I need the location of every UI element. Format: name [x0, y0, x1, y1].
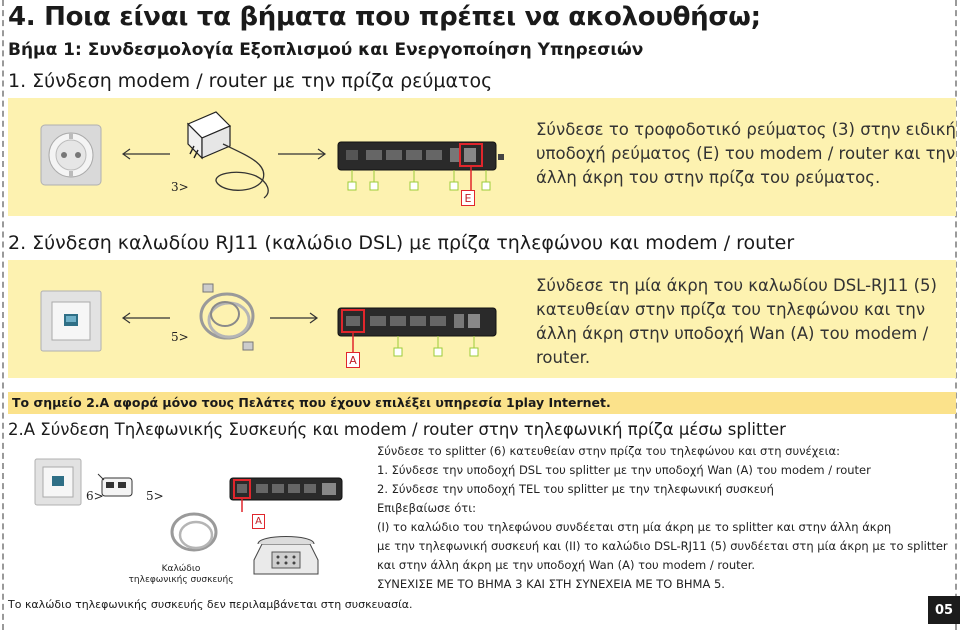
- section3-title: 2.Α Σύνδεση Τηλεφωνικής Συσκευής και modem / router στην τηλεφωνική πρίζα μέσω splitter: [8, 420, 786, 439]
- cable5-label: 5>: [171, 330, 189, 344]
- section3-line: 2. Σύνδεσε την υποδοχή TEL του splitter με την τηλεφωνική συσκευή: [377, 482, 774, 496]
- cable3-label: 3>: [171, 180, 189, 194]
- section3-line: (Ι) το καλώδιο του τηλεφώνου συνδέεται στη μία άκρη με το splitter και στην άλλη άκρη: [377, 520, 892, 534]
- port-a-label: A: [346, 352, 360, 368]
- telephone-icon: [248, 530, 324, 580]
- arrow-right-icon: [270, 312, 320, 324]
- cable5-label: 5>: [146, 489, 164, 503]
- phone-jack-icon: [40, 290, 102, 352]
- modem-router-back-icon: [336, 138, 508, 210]
- section2-band: [8, 260, 956, 378]
- dsl-cable-icon: [193, 280, 263, 360]
- arrow-left-icon: [120, 312, 170, 324]
- section1-text: Σύνδεσε το τροφοδοτικό ρεύματος (3) στην ειδική υποδοχή ρεύματος (Ε) του modem / router και την άλλη άκρη του στην πρίζα του ρεύματος.: [536, 120, 956, 187]
- arrow-right-icon: [278, 148, 328, 160]
- section3-line: Σύνδεσε το splitter (6) κατευθείαν στην πρίζα του τηλεφώνου και στη συνέχεια:: [377, 444, 840, 458]
- page-heading: 4. Ποια είναι τα βήματα που πρέπει να ακολουθήσω;: [8, 2, 761, 32]
- section3-line: και στην άλλη άκρη με την υποδοχή Wan (A) του modem / router.: [377, 558, 756, 572]
- modem-router-back-icon: [336, 304, 508, 376]
- arrow-left-icon: [120, 148, 170, 160]
- footnote: Το καλώδιο τηλεφωνικής συσκευής δεν περιλαμβάνεται στη συσκευασία.: [8, 598, 413, 611]
- left-dashed-border: [2, 0, 4, 630]
- phone-jack-icon: [34, 458, 82, 506]
- port-a-label: A: [252, 514, 265, 529]
- phone-cable-caption-line2: τηλεφωνικής συσκευής: [128, 575, 234, 585]
- note-bar: [8, 392, 956, 414]
- section1-title: 1. Σύνδεση modem / router με την πρίζα ρεύματος: [8, 70, 493, 92]
- note-text: Το σημείο 2.Α αφορά μόνο τους Πελάτες που έχουν επιλέξει υπηρεσία 1play Internet.: [12, 395, 611, 410]
- step-subheading: Βήμα 1: Συνδεσμολογία Εξοπλισμού και Ενεργοποίηση Υπηρεσιών: [8, 40, 644, 60]
- section1-band: [8, 98, 956, 216]
- port-e-label: E: [461, 190, 475, 206]
- section3-line: 1. Σύνδεσε την υποδοχή DSL του splitter με την υποδοχή Wan (A) του modem / router: [377, 463, 871, 477]
- page-number: 05: [928, 596, 960, 624]
- splitter6-label: 6>: [86, 489, 104, 503]
- section2-text: Σύνδεσε τη μία άκρη του καλωδίου DSL-RJ11 (5) κατευθείαν στην πρίζα του τηλεφώνου και την άλλη άκρη στην υποδοχή Wan (A) του modem / router.: [536, 276, 937, 367]
- section2-title: 2. Σύνδεση καλωδίου RJ11 (καλώδιο DSL) με πρίζα τηλεφώνου και modem / router: [8, 232, 795, 254]
- modem-router-back-icon: [228, 474, 348, 514]
- section3-line: με την τηλεφωνική συσκευή και (ΙΙ) το καλώδιο DSL-RJ11 (5) συνδέεται στη μία άκρη με το splitter: [377, 539, 948, 553]
- dsl-cable-icon: [164, 508, 224, 560]
- section3-line: Επιβεβαίωσε ότι:: [377, 501, 476, 515]
- section3-text: [377, 442, 948, 594]
- power-socket-icon: [40, 124, 102, 186]
- section3-line: ΣΥΝΕΧΙΣΕ ΜΕ ΤΟ ΒΗΜΑ 3 ΚΑΙ ΣΤΗ ΣΥΝΕΧΕΙΑ ΜΕ ΤΟ ΒΗΜΑ 5.: [377, 577, 725, 591]
- phone-cable-caption-line1: Καλώδιο: [161, 564, 201, 574]
